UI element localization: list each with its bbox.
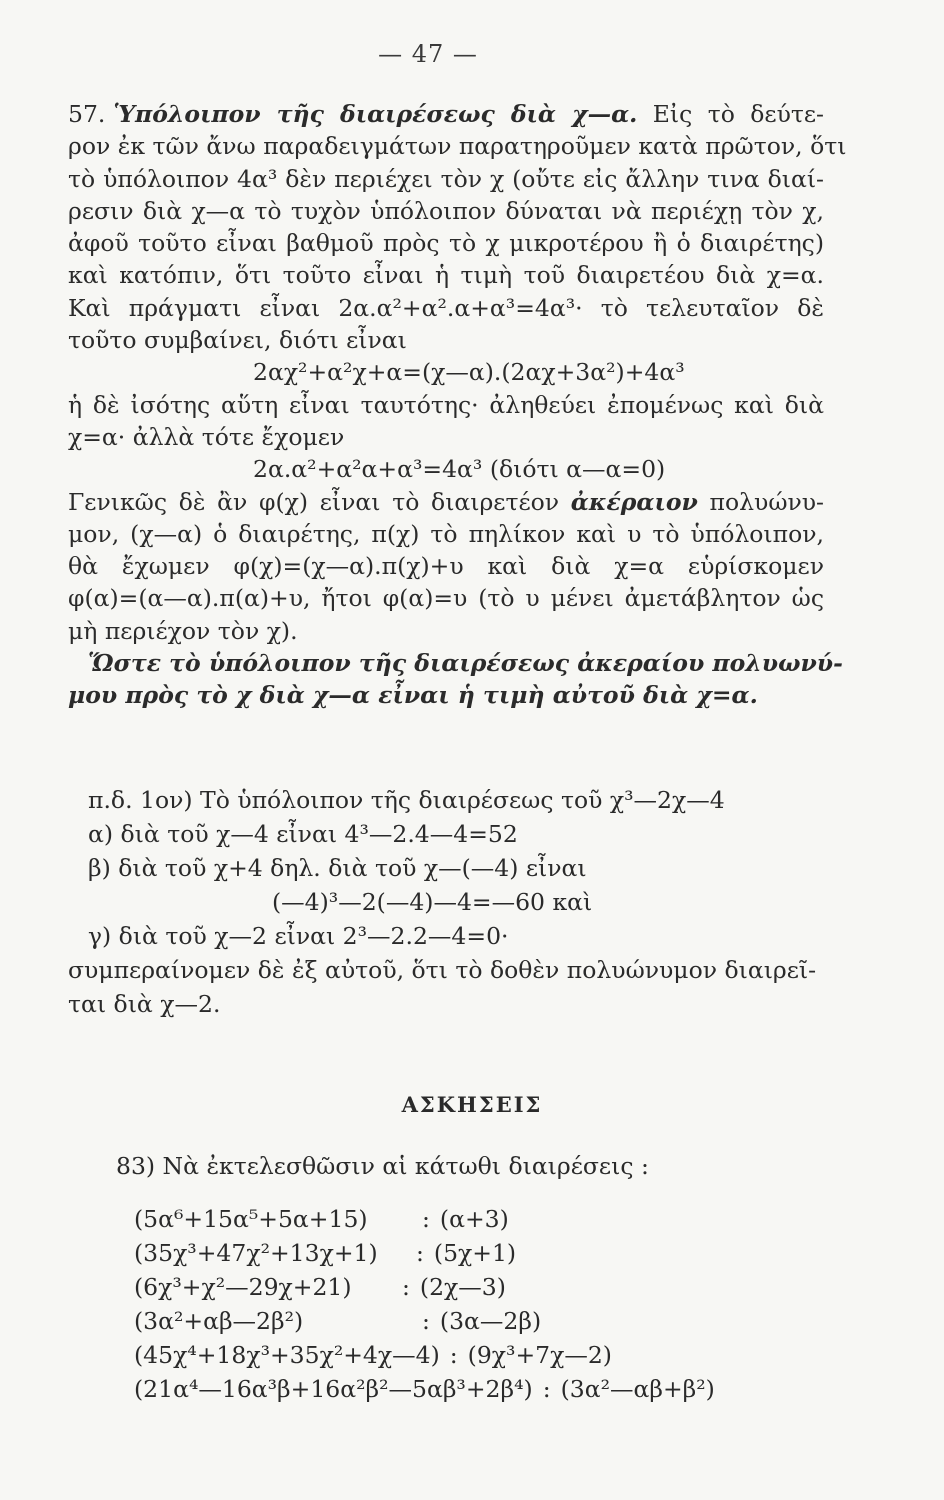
text-line: Καὶ πράγματι εἶναι 2α.α²+α².α+α³=4α³· τὸ τελευταῖον δὲ <box>68 293 824 322</box>
divisor: (9χ³+7χ—2) <box>467 1341 612 1369</box>
dividend: (5α⁶+15α⁵+5α+15) <box>134 1205 368 1233</box>
division-item <box>134 1338 715 1372</box>
exercise-83-intro: 83) Νὰ ἐκτελεσθῶσιν αἱ κάτωθι διαιρέσεις : <box>116 1152 649 1180</box>
text-fragment: Γενικῶς δὲ ἂν φ(χ) εἶναι τὸ διαιρετέον <box>68 487 571 516</box>
text-line: καὶ κατόπιν, ὅτι τοῦτο εἶναι ἡ τιμὴ τοῦ διαιρετέου διὰ χ=α. <box>68 261 824 290</box>
division-colon: : <box>402 1273 410 1301</box>
conclusion-line: μου πρὸς τὸ χ διὰ χ—α εἶναι ἡ τιμὴ αὐτοῦ διὰ χ=α. <box>68 681 758 710</box>
conclusion-line: Ὥστε τὸ ὑπόλοιπον τῆς διαιρέσεως ἀκεραίου πολυωνύ- <box>88 649 843 678</box>
example-conclusion: ται διὰ χ—2. <box>68 990 221 1018</box>
section-title: Ὑπόλοιπον τῆς διαιρέσεως διὰ χ—α. <box>113 100 638 128</box>
divisor: (3α—2β) <box>439 1307 542 1335</box>
division-item <box>134 1236 715 1270</box>
example-b: β) διὰ τοῦ χ+4 δηλ. διὰ τοῦ χ—(—4) εἶναι <box>88 854 587 882</box>
example-c: γ) διὰ τοῦ χ—2 εἶναι 2³—2.2—4=0· <box>88 922 509 950</box>
exercises-heading: ΑΣΚΗΣΕΙΣ <box>401 1092 543 1117</box>
section-number: 57. <box>68 100 106 128</box>
text-line: ρεσιν διὰ χ—α τὸ τυχὸν ὑπόλοιπον δύναται νὰ περιέχῃ τὸν χ, <box>68 196 824 225</box>
dividend: (35χ³+47χ²+13χ+1) <box>134 1239 378 1267</box>
example-a: α) διὰ τοῦ χ—4 εἶναι 4³—2.4—4=52 <box>88 820 518 848</box>
text-line: ἡ δὲ ἰσότης αὕτη εἶναι ταυτότης· ἀληθεύει ἐπομένως καὶ διὰ <box>68 390 824 419</box>
text-fragment: πολυώνυ- <box>697 487 824 516</box>
text-line: χ=α· ἀλλὰ τότε ἔχομεν <box>68 422 345 451</box>
dividend: (3α²+αβ—2β²) <box>134 1307 304 1335</box>
divisor: (2χ—3) <box>419 1273 506 1301</box>
example-intro: π.δ. 1ον) Τὸ ὑπόλοιπον τῆς διαιρέσεως τοῦ χ³—2χ—4 <box>88 786 725 814</box>
division-item <box>134 1372 715 1406</box>
text-line: μὴ περιέχον τὸν χ). <box>68 616 298 645</box>
example-conclusion: συμπεραίνομεν δὲ ἐξ αὐτοῦ, ὅτι τὸ δοθὲν πολυώνυμον διαιρεῖ- <box>68 956 817 984</box>
division-list <box>134 1202 715 1406</box>
text-line: ρον ἐκ τῶν ἄνω παραδειγμάτων παρατηροῦμεν κατὰ πρῶτον, ὅτι <box>68 132 847 161</box>
division-item <box>134 1270 715 1304</box>
division-item <box>134 1304 715 1338</box>
equation-identity: 2αχ²+α²χ+α=(χ—α).(2αχ+3α²)+4α³ <box>253 358 685 387</box>
text-line: τοῦτο συμβαίνει, διότι εἶναι <box>68 326 407 355</box>
division-colon: : <box>542 1375 551 1403</box>
page-number: — 47 — <box>378 40 478 68</box>
text-line-general <box>68 486 824 518</box>
equation-substitution: 2α.α²+α²α+α³=4α³ (διότι α—α=0) <box>253 455 666 484</box>
text-line: ἀφοῦ τοῦτο εἶναι βαθμοῦ πρὸς τὸ χ μικροτέρου ἢ ὁ διαιρέτης) <box>68 229 824 258</box>
emphasis-akeraion: ἀκέραιον <box>570 487 698 516</box>
text-line: Εἰς τὸ δεύτε- <box>637 100 824 128</box>
divisor: (3α²—αβ+β²) <box>560 1375 715 1403</box>
text-line: τὸ ὑπόλοιπον 4α³ δὲν περιέχει τὸν χ (οὔτε εἰς ἄλλην τινα διαί- <box>68 164 824 193</box>
division-colon: : <box>449 1341 458 1369</box>
examples-block <box>68 783 824 1021</box>
example-b-result: (—4)³—2(—4)—4=—60 καὶ <box>272 888 593 916</box>
divisor: (5χ+1) <box>433 1239 517 1267</box>
dividend: (6χ³+χ²—29χ+21) <box>134 1273 352 1301</box>
text-line: μον, (χ—α) ὁ διαιρέτης, π(χ) τὸ πηλίκον καὶ υ τὸ ὑπόλοιπον, <box>68 519 824 548</box>
division-colon: : <box>416 1239 424 1267</box>
text-line: φ(α)=(α—α).π(α)+υ, ἤτοι φ(α)=υ (τὸ υ μένει ἀμετάβλητον ὡς <box>68 584 824 613</box>
dividend: (45χ⁴+18χ³+35χ²+4χ—4) <box>134 1341 440 1369</box>
division-item <box>134 1202 715 1236</box>
division-colon: : <box>422 1205 430 1233</box>
text-line: θὰ ἔχωμεν φ(χ)=(χ—α).π(χ)+υ καὶ διὰ χ=α εὑρίσκομεν <box>68 552 824 581</box>
division-colon: : <box>422 1307 430 1335</box>
dividend: (21α⁴—16α³β+16α²β²—5αβ³+2β⁴) <box>134 1375 533 1403</box>
section-heading-line <box>68 98 824 130</box>
section-57-text <box>68 98 847 712</box>
divisor: (α+3) <box>439 1205 509 1233</box>
